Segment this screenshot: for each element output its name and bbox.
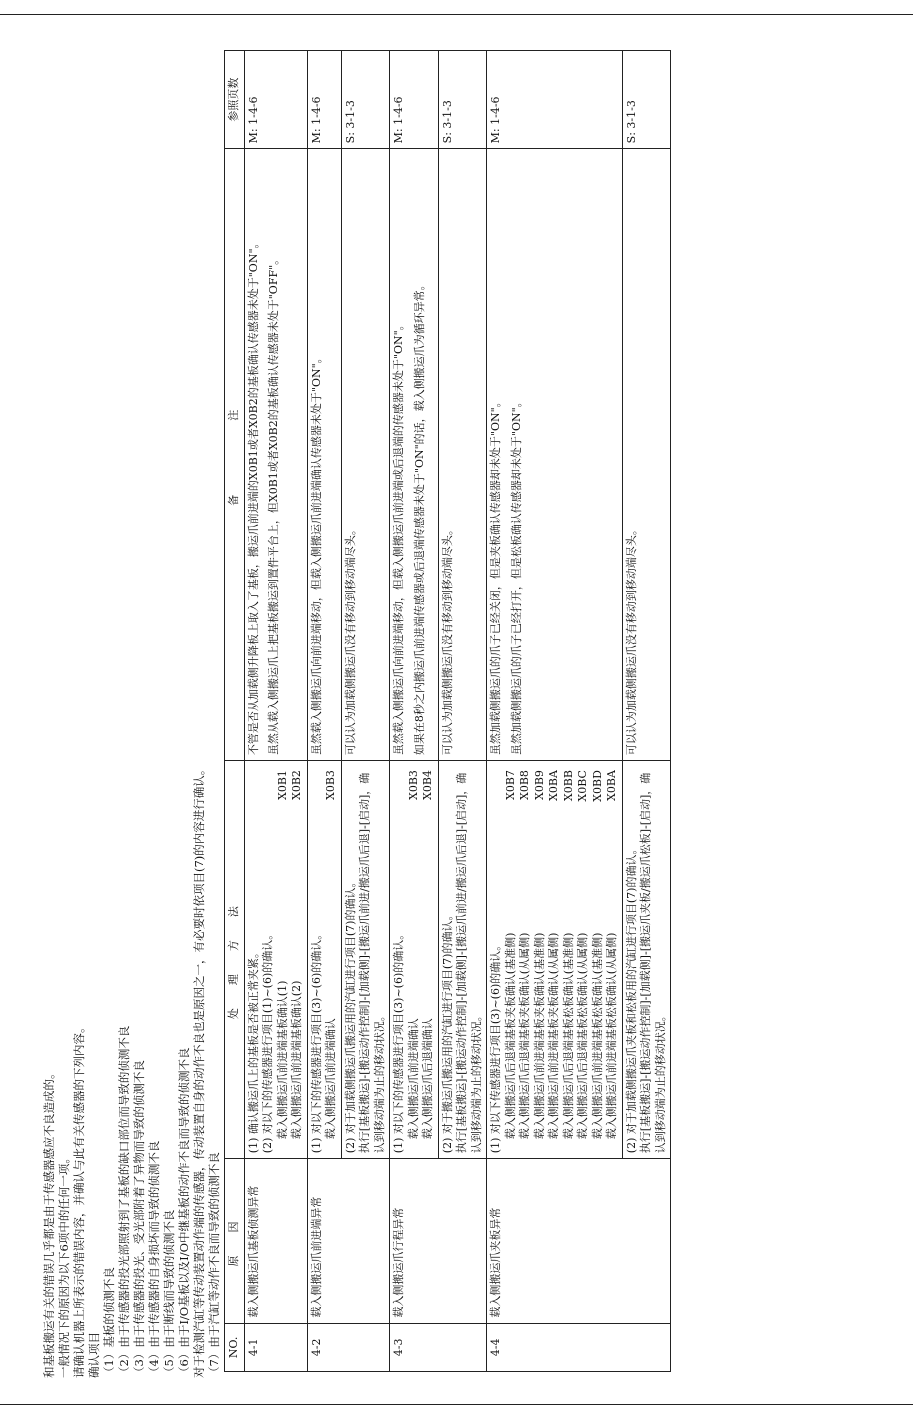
sensor-name: 载入侧搬运爪前进端确认 xyxy=(324,1018,337,1140)
table-row xyxy=(307,51,341,1372)
row-note xyxy=(390,149,439,761)
sensor-line xyxy=(421,766,436,1153)
method-line: 执行[基板搬运]-[搬运动作控制]-[加载侧]-[搬运爪前进/搬运爪后退]-[启动]，确认到移动端为止的移动状况。 xyxy=(358,772,386,1154)
method-line: 执行[基板搬运]-[搬运动作控制]-[加载侧]-[搬运爪夹板/搬运爪松板]-[启动]，确认到移动端为止的移动状况。 xyxy=(639,772,667,1154)
sensor-line xyxy=(407,766,422,1153)
row-number: 4-2 xyxy=(307,1323,390,1371)
intro-line: （3）由于传感器的投光、受光部附着了异物而导致的侦测不良 xyxy=(132,1060,146,1378)
intro-line: 对于检测汽缸等传动装置动作端的传感器，传动装置自身的动作不良也是原因之一，有必要时依项目(7)的内容进行确认。 xyxy=(192,763,206,1378)
intro-line: 确认项目 xyxy=(87,1332,101,1378)
method-line: (1) 对以下的传感器进行项目(3)~(6)的确认。 xyxy=(392,928,405,1154)
table-row xyxy=(487,51,623,1372)
sensor-line xyxy=(576,766,591,1153)
row-reference: S: 3-1-3 xyxy=(438,51,487,149)
note-line: 虽然从载入侧搬运爪上把基板搬运到置件平台上，但X0B1或者X0B2的基板确认传感器未处于"OFF"。 xyxy=(267,253,280,756)
row-reference: M: 1-4-6 xyxy=(390,51,439,149)
sensor-line xyxy=(518,766,533,1153)
intro-line: 一般情况下的原因为以下6项中的任何一项。 xyxy=(57,1152,71,1378)
row-method xyxy=(244,761,307,1159)
sensor-name: 载入侧搬运爪前进端基板松板确认(从属侧) xyxy=(605,932,618,1140)
sensor-name: 载入侧搬运爪前进端基板夹板确认(从属侧) xyxy=(547,932,560,1140)
intro-line: （4）由于传感器的自身损坏而导致的侦测不良 xyxy=(147,1140,161,1378)
sensor-name: 载入侧搬运爪后退端确认 xyxy=(421,1018,434,1140)
row-reference: M: 1-4-6 xyxy=(244,51,307,149)
sensor-code: X0B9 xyxy=(532,770,546,800)
row-reference: M: 1-4-6 xyxy=(487,51,623,149)
sensor-code: X0BA xyxy=(547,770,560,801)
row-cause: 载入侧搬运爪夹板异常 xyxy=(487,1159,671,1323)
table-row xyxy=(244,51,307,1372)
row-note xyxy=(244,149,307,761)
intro-line: 和基板搬运有关的错误几乎都是由于传感器感应不良造成的。 xyxy=(42,1067,56,1378)
row-cause: 载入侧搬运爪基板侦测异常 xyxy=(244,1159,307,1323)
sensor-code: X0B3 xyxy=(324,770,337,800)
header-note: 备 注 xyxy=(225,149,245,761)
sensor-line xyxy=(290,766,305,1153)
intro-line: （6）由于I/O基板以及I/O中继基板的动作不良而导致的侦测不良 xyxy=(177,1047,191,1378)
sensor-code: X0B7 xyxy=(503,770,517,800)
header-cause: 原 因 xyxy=(225,1159,245,1323)
table-header-row xyxy=(225,51,245,1372)
row-note xyxy=(622,149,671,761)
sensor-code: X0BB xyxy=(561,770,575,802)
sensor-line xyxy=(591,766,606,1153)
method-line: (2) 对于加载侧搬运爪夹板和松板用的汽缸进行项目(7)的确认。 xyxy=(624,843,638,1154)
sensor-code: X0BC xyxy=(576,770,589,802)
method-line: (2) 对于搬运爪搬运用的汽缸进行项目(7)的确认。 xyxy=(440,909,454,1154)
row-note xyxy=(438,149,487,761)
sensor-name: 载入侧搬运爪后退端基板夹板确认(基准侧) xyxy=(503,932,517,1140)
sensor-name: 载入侧搬运爪前进端基板确认(1) xyxy=(275,980,289,1140)
row-reference: S: 3-1-3 xyxy=(341,51,390,149)
sensor-line xyxy=(562,766,577,1153)
row-number: 4-3 xyxy=(390,1323,487,1371)
sensor-code: X0BD xyxy=(590,770,604,802)
intro-line: 请确认机器上所表示的错误内容，并确认与此有关传感器的下列内容。 xyxy=(72,1021,86,1378)
sensor-line xyxy=(504,766,519,1153)
row-note xyxy=(487,149,623,761)
header-ref: 参照页数 xyxy=(225,51,245,149)
row-method xyxy=(341,761,390,1159)
method-line: (1) 确认搬运爪上的基板是否被正常夹紧。 xyxy=(246,947,260,1154)
row-reference: S: 3-1-3 xyxy=(622,51,671,149)
sensor-line xyxy=(324,766,339,1153)
sensor-line xyxy=(533,766,548,1153)
intro-line: （5）由于断线而导致的侦测不良 xyxy=(162,1209,176,1378)
sensor-name: 载入侧搬运爪后退端基板夹板确认(从属侧) xyxy=(518,932,531,1140)
row-reference: M: 1-4-6 xyxy=(307,51,341,149)
sensor-code: X0B4 xyxy=(421,770,434,800)
table-row xyxy=(390,51,439,1372)
note-line: 虽然载入侧搬运爪向前进端移动，但载入侧搬运爪前进端确认传感器未处于"ON"。 xyxy=(309,352,323,756)
row-method xyxy=(622,761,671,1159)
row-method xyxy=(438,761,487,1159)
row-note xyxy=(341,149,390,761)
method-line: (2) 对于加载侧搬运爪搬运用的汽缸进行项目(7)的确认。 xyxy=(343,876,357,1154)
sensor-name: 载入侧搬运爪前进端基板确认(2) xyxy=(290,980,303,1140)
sensor-name: 载入侧搬运爪后退端基板松板确认(基准侧) xyxy=(561,932,575,1140)
sensor-line xyxy=(605,766,620,1153)
note-line: 虽然加载侧搬运爪的爪子已经关闭，但是夹板确认传感器却未处于"ON"。 xyxy=(489,396,502,756)
row-number: 4-4 xyxy=(487,1323,671,1371)
method-line: (2) 对以下的传感器进行项目(1)~(6)的确认。 xyxy=(261,928,274,1154)
note-line: 可以认为加载侧搬运爪没有移动到移动端尽头。 xyxy=(440,524,454,756)
sensor-line xyxy=(547,766,562,1153)
sensor-code: X0B2 xyxy=(290,770,303,800)
method-line: (1) 对以下传感器进行项目(3)~(6)的确认。 xyxy=(489,939,502,1154)
sensor-line xyxy=(276,766,291,1153)
row-method xyxy=(307,761,341,1159)
method-line: (1) 对以下的传感器进行项目(3)~(6)的确认。 xyxy=(309,928,323,1154)
method-line: 执行[基板搬运]-[搬运动作控制]-[加载侧]-[搬运爪前进/搬运爪后退]-[启动]，确认到移动端为止的移动状况。 xyxy=(455,772,483,1154)
header-method: 处 理 方 法 xyxy=(225,761,245,1159)
header-no: NO. xyxy=(225,1323,245,1371)
sensor-code: X0B1 xyxy=(275,770,289,800)
note-line: 虽然加载侧搬运爪的爪子已经打开，但是松板确认传感器却未处于"ON"。 xyxy=(509,396,523,756)
note-line: 虽然载入侧搬运爪向前进端移动，但载入侧搬运爪前进端或后退端的传感器未处于"ON"。 xyxy=(392,319,405,756)
note-line: 可以认为加载侧搬运爪没有移动到移动端尽头。 xyxy=(624,524,638,756)
sensor-name: 载入侧搬运爪后退端基板松板确认(从属侧) xyxy=(576,932,589,1140)
row-number: 4-1 xyxy=(244,1323,307,1371)
intro-text xyxy=(42,78,222,1378)
intro-line: （7）由于汽缸等动作不良而导致的侦测不良 xyxy=(207,1152,221,1378)
sensor-code: X0B8 xyxy=(518,770,531,800)
row-method xyxy=(487,761,623,1159)
row-cause: 载入侧搬运爪前进端异常 xyxy=(307,1159,390,1323)
intro-line: （1）基板的侦测不良 xyxy=(102,1267,116,1378)
row-note xyxy=(307,149,341,761)
sensor-name: 载入侧搬运爪前进端基板夹板确认(基准侧) xyxy=(532,932,546,1140)
troubleshooting-table xyxy=(224,50,671,1372)
note-line: 不管是否从加载侧升降板上取入了基板，搬运爪前进端的X0B1或者X0B2的基板确认传感器未处于"ON"。 xyxy=(246,237,260,756)
note-line: 可以认为加载侧搬运爪没有移动到移动端尽头。 xyxy=(343,524,357,756)
note-line: 如果在8秒之内搬运爪前进端传感器或后退端传感器未处于"ON"的话，载入侧搬运爪为循环异常。 xyxy=(412,279,426,756)
row-method xyxy=(390,761,439,1159)
sensor-code: X0BA xyxy=(605,770,618,801)
sensor-code: X0B3 xyxy=(406,770,420,800)
row-cause: 载入侧搬运爪行程异常 xyxy=(390,1159,487,1323)
sensor-name: 载入侧搬运爪前进端确认 xyxy=(406,1018,420,1140)
intro-line: （2）由于传感器的投光部照射到了基板的缺口部位而导致的侦测不良 xyxy=(117,1025,131,1378)
sensor-name: 载入侧搬运爪前进端基板松板确认(基准侧) xyxy=(590,932,604,1140)
